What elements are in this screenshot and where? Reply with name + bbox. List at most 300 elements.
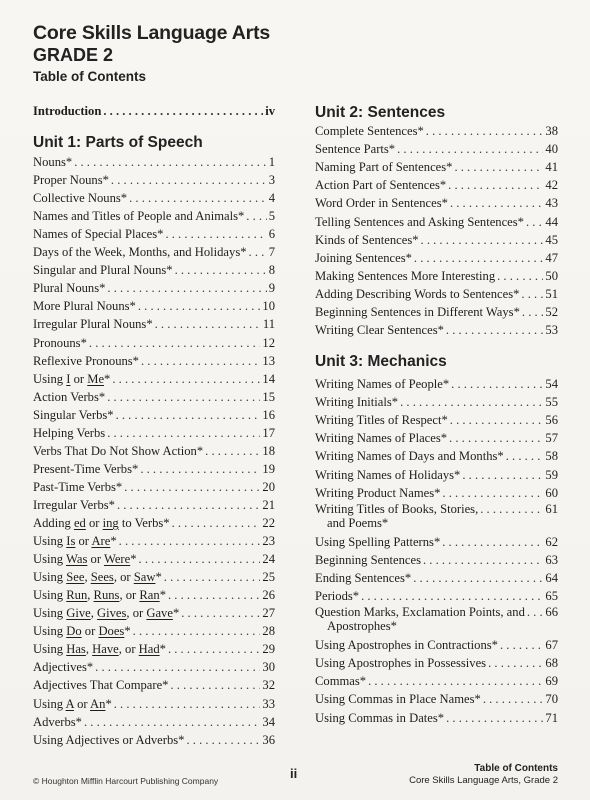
toc-entry-page: 23 [262,534,275,549]
toc-entry-label [33,604,179,622]
dot-leader [421,231,544,249]
underlined-word: ed [73,516,86,530]
toc-entry-text: Using [33,696,66,711]
toc-entry-page: 21 [262,497,275,512]
toc-entry[interactable] [315,303,558,321]
toc-entry-label [33,334,87,352]
underlined-word: Gives [97,606,127,621]
toc-entry-label [33,153,72,171]
dot-leader [446,709,543,727]
underlined-word: Were [103,552,131,567]
toc-entry-label [315,393,398,411]
toc-entry-page: 43 [545,196,558,211]
toc-entry-text: Present-Time Verbs* [33,461,139,476]
toc-entry-label [315,605,525,633]
toc-entry-text: Proper Nouns* [33,173,109,188]
toc-entry[interactable] [315,484,558,502]
toc-entry[interactable] [315,533,558,551]
toc-entry[interactable] [315,231,558,249]
toc-entry-text: * [105,696,112,711]
toc-entry-label [33,406,114,424]
toc-entry[interactable] [33,496,275,514]
toc-entry-text: Making Sentences More Interesting [315,268,496,283]
toc-entry[interactable] [33,568,275,586]
dot-leader [168,640,260,658]
toc-entry-page: 29 [262,642,275,657]
toc-entry-label-line1: Question Marks, Exclamation Points, and [315,605,525,620]
dot-leader [506,447,544,465]
dot-leader [450,194,543,212]
toc-entry-page: 18 [262,443,275,458]
toc-entry-label [33,713,82,731]
toc-entry-label [33,550,137,568]
toc-entry[interactable] [33,171,275,189]
toc-entry-page: 69 [545,674,558,689]
dot-leader [141,352,260,370]
book-title: Core Skills Language Arts [33,22,271,44]
toc-entry-label [315,447,504,465]
dot-leader [480,502,543,516]
dot-leader [450,411,544,429]
underlined-word: Are [91,534,111,549]
dot-leader [112,370,260,388]
toc-entry[interactable] [33,658,275,676]
toc-entry-label [315,249,412,267]
dot-leader [454,158,543,176]
toc-entry-text: More Plural Nouns* [33,299,136,314]
toc-entry-text: or [81,624,99,639]
toc-entry[interactable] [315,502,558,530]
toc-entry-text: , or [118,642,139,657]
toc-entry[interactable] [33,207,275,225]
dot-leader [522,303,544,321]
toc-entry-label [315,533,440,551]
toc-entry-text: Using [33,588,67,603]
dot-leader [119,532,261,550]
toc-entry-label [315,176,446,194]
toc-entry-label [33,297,136,315]
toc-entry-page: 47 [545,250,558,265]
toc-entry-page: 17 [262,425,275,440]
dot-leader [527,605,544,619]
toc-entry[interactable] [315,636,558,654]
toc-entry-text: or [75,534,92,549]
toc-entry-label [315,690,481,708]
toc-entry[interactable] [33,442,275,460]
toc-entry-text: Action Verbs* [33,389,106,404]
underlined-word: Me [87,371,105,386]
toc-entry-page: 8 [268,263,275,278]
underlined-word: Give [66,606,91,621]
dot-leader [175,261,267,279]
toc-entry[interactable] [33,243,275,261]
toc-entry-text: Ending Sentences* [315,570,412,585]
dot-leader [129,189,267,207]
toc-entry-page: 6 [268,227,275,242]
toc-entry[interactable] [33,315,275,333]
toc-entry-label [315,122,424,140]
toc-entry-text: Complete Sentences* [315,124,424,138]
toc-entry-page: 66 [545,605,558,620]
toc-entry-page: 44 [545,214,558,229]
toc-entry-text: * [159,642,166,657]
toc-entry[interactable] [315,551,558,569]
toc-entry[interactable] [315,122,558,140]
toc-entry[interactable] [315,411,558,429]
dot-leader [451,375,543,393]
toc-entry-text: Writing Initials* [315,395,399,410]
toc-entry[interactable] [315,375,558,393]
toc-entry[interactable] [315,267,558,285]
dot-leader [111,171,267,189]
underlined-word: ing [102,516,119,530]
underlined-word: I [66,371,71,386]
toc-entry-label-line2: and Poems* [327,515,389,530]
toc-entry-label [315,429,447,447]
toc-entry[interactable] [33,713,275,731]
toc-entry-label [315,321,444,339]
toc-entry-label [33,279,105,297]
toc-entry[interactable] [315,213,558,231]
toc-entry-label [33,731,184,749]
toc-entry-page: 33 [262,696,275,711]
toc-entry-text: Action Part of Sentences* [315,178,447,193]
underlined-word: Had [138,642,160,657]
toc-entry[interactable] [33,225,275,243]
toc-entry[interactable] [315,176,558,194]
toc-entry[interactable] [33,478,275,496]
dot-leader [95,658,260,676]
toc-entry-page: 9 [268,281,275,296]
toc-entry-label [315,502,478,530]
toc-entry[interactable] [315,194,558,212]
toc-entry[interactable] [315,654,558,672]
toc-entry-label [33,189,127,207]
toc-entry-page: 57 [545,431,558,446]
dot-leader [138,297,261,315]
toc-entry-label [315,587,359,605]
toc-entry-label [33,496,115,514]
toc-entry-label [33,388,105,406]
toc-entry-text: Adding Describing Words to Sentences* [315,286,520,301]
underlined-word: Do [66,624,82,639]
toc-entry-page: 63 [545,552,558,567]
toc-entry[interactable] [315,393,558,411]
toc-entry[interactable] [33,586,275,604]
toc-entry-text: Singular and Plural Nouns* [33,263,173,278]
toc-entry-label [33,622,131,640]
toc-entry-page: 53 [545,323,558,338]
toc-entry-text: , [85,642,93,657]
toc-entry-label [33,207,244,225]
toc-entry[interactable] [315,447,558,465]
toc-entry[interactable] [33,676,275,694]
toc-entry-text: Pronouns* [33,335,87,350]
dot-leader [170,676,260,694]
toc-entry-text: * [159,588,166,603]
toc-entry-text: Beginning Sentences [315,552,421,567]
toc-entry-label [33,695,112,713]
toc-entry-label [315,569,411,587]
toc-entry-text: , [84,570,91,585]
toc-entry[interactable] [33,406,275,424]
copyright-notice: © Houghton Mifflin Harcourt Publishing Company [33,776,219,786]
toc-entry[interactable] [315,587,558,605]
running-footer [409,763,558,787]
toc-entry-label [315,267,495,285]
toc-entry-text: Past-Time Verbs* [33,479,123,494]
toc-entry-page: 27 [262,606,275,621]
toc-entry[interactable] [33,532,275,550]
toc-entry[interactable] [33,604,275,622]
dot-leader [155,315,261,333]
toc-entry-label [315,411,448,429]
toc-entry-text: or [70,371,88,386]
dot-leader [442,533,543,551]
toc-entry-page: 13 [262,353,275,368]
underlined-word: Ran [139,588,160,603]
dot-leader [368,672,543,690]
toc-entry-label [315,194,448,212]
dot-leader [414,249,544,267]
toc-entry-label [33,478,122,496]
dot-leader [103,102,263,120]
toc-entry[interactable] [33,460,275,478]
toc-entry[interactable] [315,569,558,587]
toc-entry-page: 36 [262,732,275,747]
toc-entry-page: 3 [268,173,275,188]
toc-entry-text: Using Spelling Patterns* [315,534,441,549]
toc-entry-text: Using Adjectives or Adverbs* [33,732,185,747]
toc-entry-text: or [87,552,104,567]
toc-entry-label [315,636,498,654]
toc-entry-text: Writing Names of People* [315,377,450,391]
toc-entry-text: Adjectives That Compare* [33,678,169,693]
toc-entry[interactable] [315,605,558,633]
toc-entry[interactable] [315,429,558,447]
toc-entry[interactable] [33,424,275,442]
toc-entry-page: 52 [545,305,558,319]
toc-entry-page: 19 [262,461,275,476]
toc-entry-page: 62 [545,534,558,549]
underlined-word: An [90,696,106,711]
toc-entry-label [33,442,203,460]
toc-entry-label [315,484,440,502]
toc-entry-text: * [130,552,137,567]
toc-entry-label [315,375,449,393]
toc-entry-page: 25 [262,570,275,585]
toc-entry[interactable] [33,731,275,749]
toc-entry-text: , or [126,606,147,621]
toc-entry-label [33,514,170,532]
toc-entry[interactable] [33,640,275,658]
toc-entry-text: , [90,606,98,621]
toc-entry-page: 42 [545,178,558,193]
dot-leader [521,285,543,303]
toc-entry-page: 28 [262,624,275,639]
toc-entry-label [33,352,139,370]
footer-section-title: Table of Contents [474,763,558,774]
dot-leader [74,153,267,171]
toc-entry-page: 11 [262,317,275,332]
dot-leader [117,496,260,514]
dot-leader [84,713,260,731]
toc-entry-text: Writing Titles of Respect* [315,413,448,428]
toc-entry[interactable] [315,672,558,690]
toc-entry-page: 45 [545,232,558,247]
dot-leader [168,586,260,604]
toc-entry-text: Using [33,534,67,549]
dot-leader [397,140,543,158]
dot-leader [140,460,260,478]
underlined-word: Was [66,552,88,567]
page-header [33,22,270,87]
toc-entry[interactable] [33,189,275,207]
unit-heading: Unit 3: Mechanics [315,353,447,370]
toc-entry-page: 30 [262,660,275,675]
toc-entry-text: Irregular Plural Nouns* [33,317,153,332]
toc-entry[interactable] [315,466,558,484]
toc-entry-text: Writing Names of Holidays* [315,467,461,482]
toc-entry-page: 4 [268,191,275,206]
toc-entry-label [33,658,93,676]
toc-entry-text: Using [33,371,67,386]
toc-entry-label-line2: Apostrophes* [327,619,397,634]
toc-entry-text: or [73,696,91,711]
toc-entry-text: Word Order in Sentences* [315,196,448,211]
toc-entry[interactable] [315,140,558,158]
toc-entry[interactable] [33,261,275,279]
dot-leader [249,243,267,261]
toc-entry-label [315,303,520,321]
toc-entry-text: Helping Verbs [33,425,106,440]
toc-entry-label [33,225,163,243]
toc-entry[interactable] [315,690,558,708]
toc-entry[interactable] [33,279,275,297]
toc-entry-page: 26 [262,588,275,603]
toc-entry-page: 59 [545,467,558,482]
toc-entry-label [315,551,421,569]
toc-entry[interactable] [33,153,275,171]
toc-entry-text: or [85,516,103,530]
toc-entry[interactable] [315,321,558,339]
dot-leader [172,514,261,532]
toc-entry-text: to Verbs* [118,516,170,530]
toc-entry[interactable] [33,622,275,640]
toc-entry-text: Using Apostrophes in Contractions* [315,638,498,653]
toc-entry-page: 71 [545,710,558,725]
toc-entry[interactable] [33,550,275,568]
dot-leader [139,550,261,568]
toc-entry-text: Using Commas in Dates* [315,710,445,725]
toc-entry-text: Using Apostrophes in Possessives [315,656,487,671]
dot-leader [107,279,266,297]
toc-entry[interactable] [33,370,275,388]
underlined-word: Does [98,624,125,639]
toc-entry-page: 40 [545,142,558,157]
unit-heading: Unit 1: Parts of Speech [33,134,203,151]
toc-entry[interactable] [33,352,275,370]
toc-entry-label-line1: Writing Titles of Books, Stories, [315,501,479,516]
toc-entry-label [315,466,460,484]
toc-entry-text: Collective Nouns* [33,191,128,206]
grade-label: GRADE 2 [33,45,114,65]
toc-entry[interactable] [315,158,558,176]
toc-entry[interactable] [315,709,558,727]
toc-entry-label [33,586,166,604]
toc-entry-label [33,676,168,694]
toc-entry[interactable] [33,388,275,406]
toc-entry-page: 65 [545,589,558,603]
toc-entry-text: Joining Sentences* [315,250,412,265]
page-number: ii [290,766,298,781]
toc-entry[interactable] [33,514,275,532]
toc-entry[interactable] [33,297,275,315]
toc-entry-text: Telling Sentences and Asking Sentences* [315,214,524,229]
toc-entry-page: 22 [262,516,275,530]
toc-entry-text: Beginning Sentences in Different Ways* [315,305,520,319]
toc-entry-text: Commas* [315,674,367,689]
toc-entry-page: 12 [262,335,275,350]
toc-entry-text: Adding [33,516,74,530]
footer-book-title: Core Skills Language Arts, Grade 2 [409,775,558,786]
toc-entry-text: Singular Verbs* [33,407,114,422]
toc-entry-page: 55 [545,395,558,410]
toc-entry-page: 14 [262,371,275,386]
dot-leader [483,690,544,708]
underlined-word: Is [66,534,76,549]
toc-entry-text: Using [33,570,67,585]
toc-entry-label: Introduction [33,104,102,118]
toc-entry-text: Nouns* [33,155,73,169]
underlined-word: Runs [93,588,120,603]
toc-entry-text: * [124,624,131,639]
toc-entry-label [33,243,247,261]
underlined-word: Have [92,642,119,657]
toc-entry[interactable] [33,334,275,352]
toc-entry-label [33,460,138,478]
toc-entry-page: 60 [545,485,558,500]
dot-leader [124,478,260,496]
underlined-word: See [66,570,85,585]
toc-entry-text: Adjectives* [33,660,94,675]
toc-entry-text: , [87,588,94,603]
toc-entry[interactable] [33,102,275,120]
toc-entry-page: 24 [262,552,275,567]
underlined-word: Sees [90,570,114,585]
toc-entry-label [33,261,173,279]
toc-entry-page: 32 [262,678,275,693]
toc-entry-page: 70 [545,692,558,707]
dot-leader [488,654,543,672]
toc-entry[interactable] [315,285,558,303]
toc-entry-label [315,158,452,176]
toc-entry-label [315,231,419,249]
toc-entry-text: Adverbs* [33,714,82,729]
toc-entry[interactable] [33,695,275,713]
dot-leader [497,267,543,285]
toc-entry-text: Writing Clear Sentences* [315,323,444,338]
toc-entry-label [33,532,117,550]
toc-entry[interactable] [315,249,558,267]
toc-entry-text: Irregular Verbs* [33,497,115,512]
dot-leader [449,429,543,447]
underlined-word: A [65,696,74,711]
toc-entry-text: Using [33,606,67,621]
toc-entry-page: 5 [268,209,275,224]
toc-entry-text: Plural Nouns* [33,281,106,296]
toc-entry-page: 61 [545,501,558,516]
